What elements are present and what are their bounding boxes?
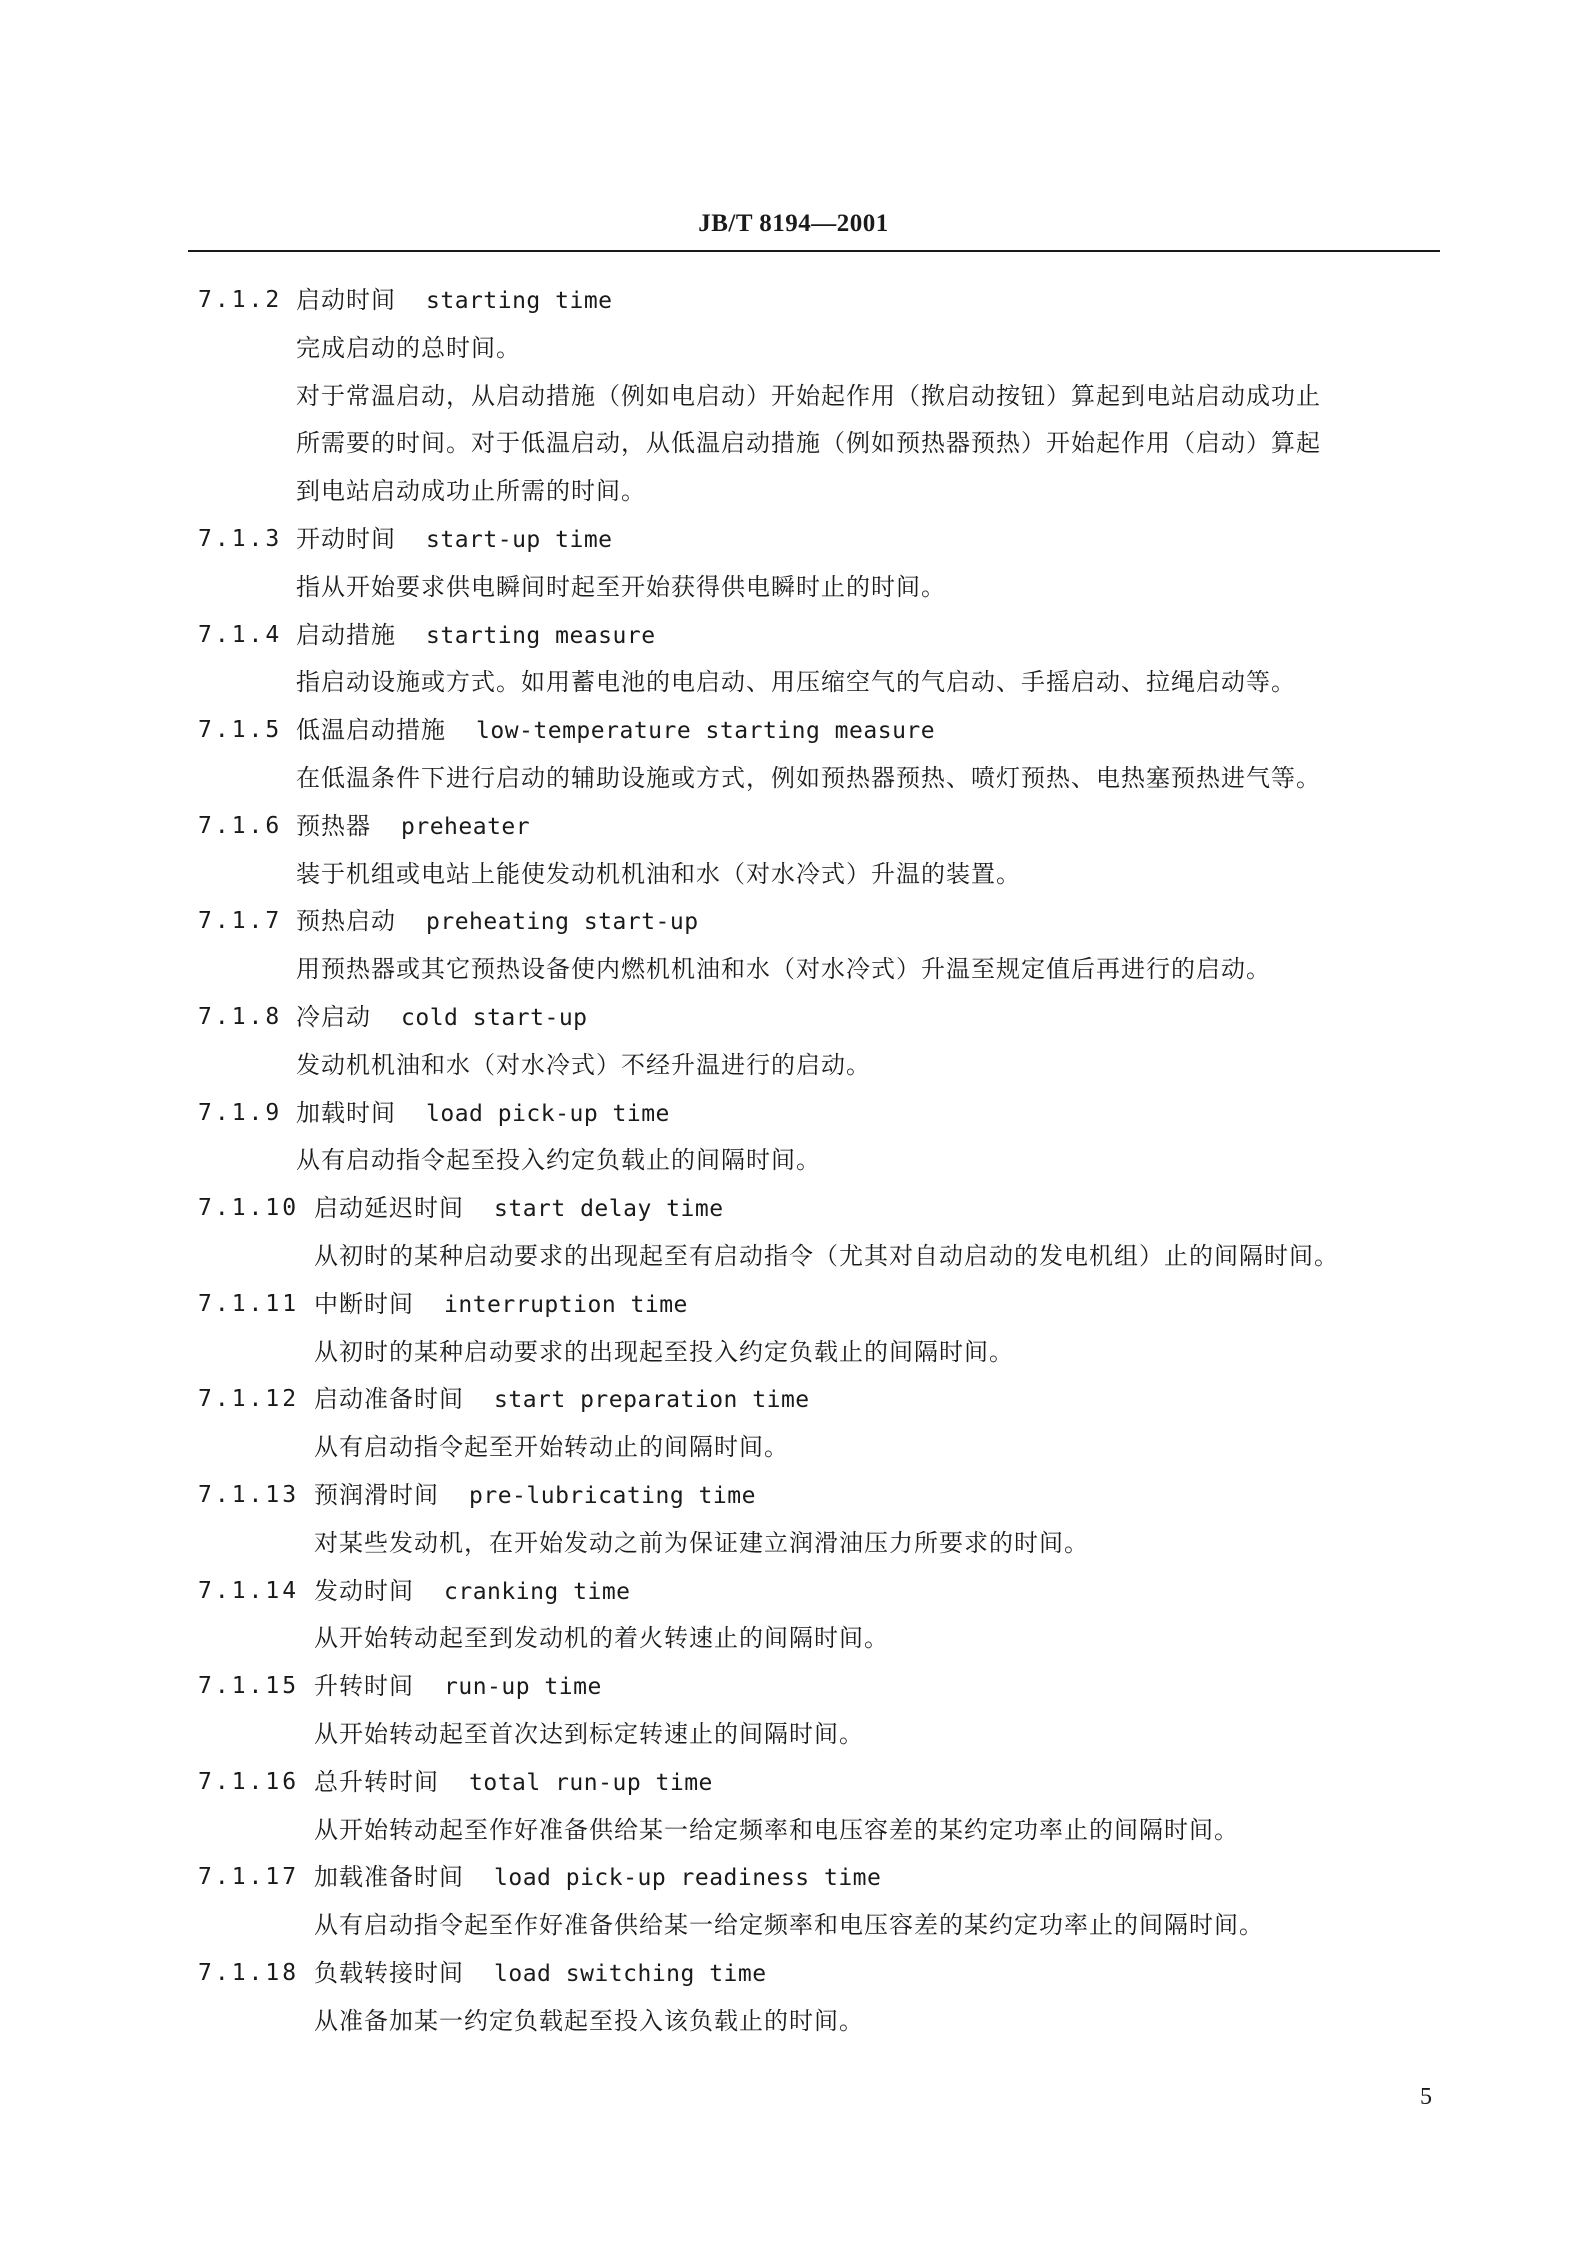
term-chinese: 总升转时间 xyxy=(314,1767,439,1796)
term-chinese: 低温启动措施 xyxy=(296,716,446,745)
term-definition: 从有启动指令起至开始转动止的间隔时间。 xyxy=(314,1433,789,1462)
term-definition: 用预热器或其它预热设备使内燃机机油和水（对水冷式）升温至规定值后再进行的启动。 xyxy=(296,955,1271,984)
term-definition: 从开始转动起至首次达到标定转速止的间隔时间。 xyxy=(314,1720,864,1748)
term-name xyxy=(314,1471,756,1520)
term-number: 7.1.7 xyxy=(198,908,283,935)
term-english: run-up time xyxy=(444,1674,602,1701)
term-number: 7.1.5 xyxy=(198,717,283,744)
term-number: 7.1.18 xyxy=(198,1960,300,1986)
term-english: starting time xyxy=(426,288,613,314)
term-chinese: 加载准备时间 xyxy=(314,1863,464,1892)
term-english: preheating start-up xyxy=(426,909,699,936)
term-name xyxy=(296,706,935,755)
term-name xyxy=(296,515,613,564)
term-name xyxy=(314,1375,810,1424)
term-definition: 从初时的某种启动要求的出现起至投入约定负载止的间隔时间。 xyxy=(314,1337,1014,1366)
term-definition: 对于常温启动，从启动措施（例如电启动）开始起作用（揿启动按钮）算起到电站启动成功止 xyxy=(296,381,1321,410)
term-name xyxy=(314,1280,688,1329)
term-number: 7.1.9 xyxy=(198,1099,283,1126)
term-chinese: 启动准备时间 xyxy=(314,1385,464,1414)
term-number: 7.1.2 xyxy=(198,287,283,313)
term-name xyxy=(296,276,613,325)
term-definition: 指启动设施或方式。如用蓄电池的电启动、用压缩空气的气启动、手摇启动、拉绳启动等。 xyxy=(296,668,1296,697)
term-definition: 从开始转动起至作好准备供给某一给定频率和电压容差的某约定功率止的间隔时间。 xyxy=(314,1815,1239,1844)
term-english: preheater xyxy=(401,813,531,840)
term-definition: 从开始转动起至到发动机的着火转速止的间隔时间。 xyxy=(314,1624,889,1653)
term-definition: 所需要的时间。对于低温启动，从低温启动措施（例如预热器预热）开始起作用（启动）算起 xyxy=(296,429,1321,458)
term-chinese: 中断时间 xyxy=(314,1289,414,1318)
term-definition: 到电站启动成功止所需的时间。 xyxy=(296,477,646,506)
term-chinese: 启动措施 xyxy=(296,620,396,649)
term-chinese: 发动时间 xyxy=(314,1576,414,1605)
term-english: cold start-up xyxy=(401,1005,588,1031)
term-number: 7.1.4 xyxy=(198,621,283,648)
term-definition: 从有启动指令起至作好准备供给某一给定频率和电压容差的某约定功率止的间隔时间。 xyxy=(314,1911,1264,1940)
term-definition: 指从开始要求供电瞬间时起至开始获得供电瞬时止的时间。 xyxy=(296,572,946,601)
term-chinese: 启动延迟时间 xyxy=(314,1194,464,1223)
term-english: start delay time xyxy=(494,1196,724,1223)
term-english: load pick-up readiness time xyxy=(494,1865,882,1892)
term-number: 7.1.12 xyxy=(198,1386,300,1413)
term-english: total run-up time xyxy=(469,1769,713,1796)
term-chinese: 冷启动 xyxy=(296,1003,371,1031)
term-number: 7.1.13 xyxy=(198,1482,300,1508)
term-number: 7.1.14 xyxy=(198,1577,300,1604)
term-english: load switching time xyxy=(494,1961,767,1987)
term-number: 7.1.15 xyxy=(198,1673,300,1700)
term-definition: 从初时的某种启动要求的出现起至有启动指令（尤其对自动启动的发电机组）止的间隔时间。 xyxy=(314,1242,1339,1270)
term-chinese: 升转时间 xyxy=(314,1672,414,1701)
term-number: 7.1.17 xyxy=(198,1864,300,1891)
term-number: 7.1.11 xyxy=(198,1290,300,1317)
page-number: 5 xyxy=(1420,2084,1432,2110)
term-chinese: 负载转接时间 xyxy=(314,1959,464,1987)
term-definition: 装于机组或电站上能使发动机机油和水（对水冷式）升温的装置。 xyxy=(296,859,1021,888)
term-name xyxy=(296,897,699,946)
document-header-code: JB/T 8194—2001 xyxy=(698,210,889,237)
term-name xyxy=(296,611,656,660)
term-english: interruption time xyxy=(444,1291,688,1318)
term-name xyxy=(296,802,530,851)
term-definition: 在低温条件下进行启动的辅助设施或方式，例如预热器预热、喷灯预热、电热塞预热进气等。 xyxy=(296,764,1321,792)
term-name xyxy=(314,1662,602,1711)
term-english: start-up time xyxy=(426,527,613,553)
term-name xyxy=(314,1567,631,1616)
term-english: start preparation time xyxy=(494,1387,810,1414)
term-definition: 发动机机油和水（对水冷式）不经升温进行的启动。 xyxy=(296,1050,871,1079)
header-rule xyxy=(188,250,1440,252)
term-english: cranking time xyxy=(444,1578,631,1605)
term-chinese: 加载时间 xyxy=(296,1098,396,1127)
term-number: 7.1.10 xyxy=(198,1195,300,1222)
term-name xyxy=(296,993,588,1042)
term-english: low-temperature starting measure xyxy=(476,718,936,745)
term-chinese: 预热器 xyxy=(296,811,371,840)
term-number: 7.1.6 xyxy=(198,812,283,839)
term-name xyxy=(314,1853,881,1902)
term-english: pre-lubricating time xyxy=(469,1483,756,1509)
term-chinese: 启动时间 xyxy=(296,286,396,314)
term-chinese: 开动时间 xyxy=(296,525,396,553)
term-number: 7.1.8 xyxy=(198,1004,283,1030)
term-definition: 完成启动的总时间。 xyxy=(296,333,521,362)
term-name xyxy=(314,1758,713,1807)
term-number: 7.1.3 xyxy=(198,526,283,552)
term-english: load pick-up time xyxy=(426,1100,670,1127)
term-name xyxy=(296,1089,670,1138)
term-name xyxy=(314,1949,767,1998)
term-chinese: 预热启动 xyxy=(296,907,396,936)
term-english: starting measure xyxy=(426,622,656,649)
term-definition: 从准备加某一约定负载起至投入该负载止的时间。 xyxy=(314,2006,864,2035)
term-number: 7.1.16 xyxy=(198,1768,300,1795)
term-definition: 从有启动指令起至投入约定负载止的间隔时间。 xyxy=(296,1146,821,1175)
term-name xyxy=(314,1184,724,1233)
term-chinese: 预润滑时间 xyxy=(314,1481,439,1509)
term-definition: 对某些发动机，在开始发动之前为保证建立润滑油压力所要求的时间。 xyxy=(314,1528,1089,1557)
